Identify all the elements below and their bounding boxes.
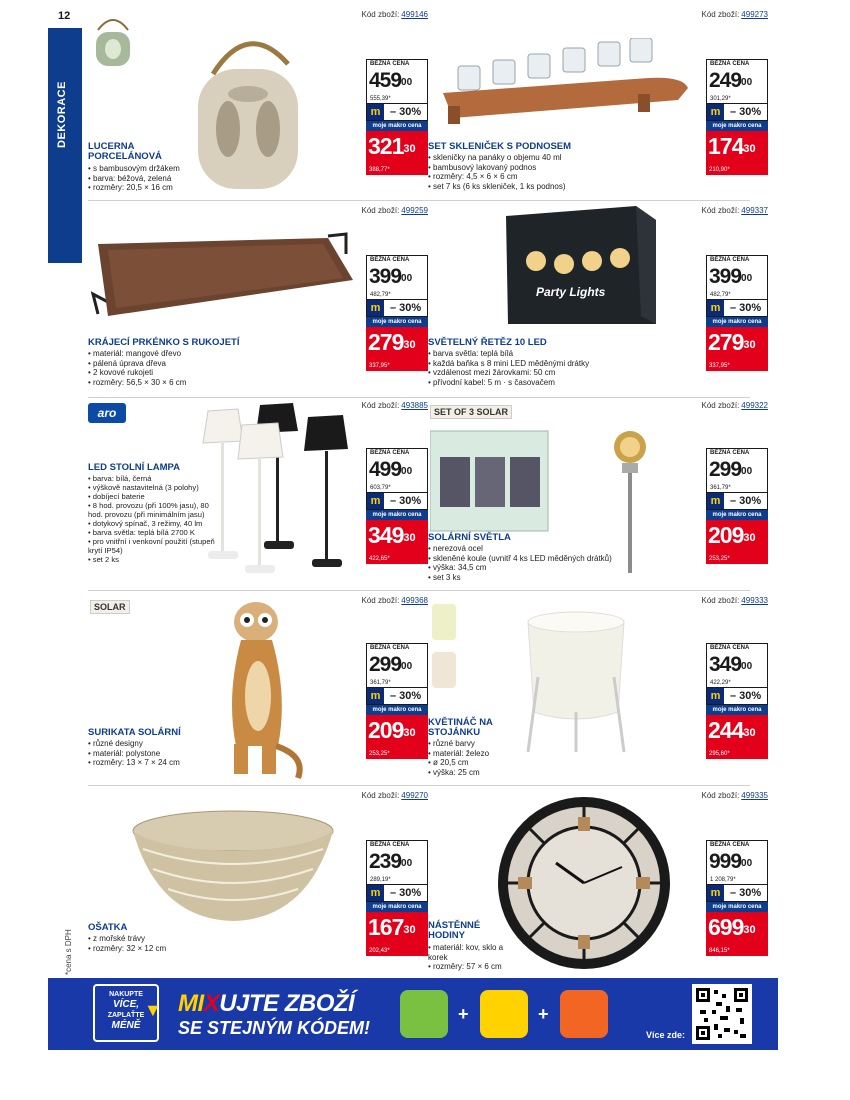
product-code: Kód zboží: 499368 (361, 596, 428, 605)
discount-percent: – 30% (725, 688, 767, 704)
makro-price-label: moje makro cena (706, 510, 768, 520)
bullet: • každá baňka s 8 mini LED měděnými drátky (428, 359, 638, 369)
makro-logo-icon: m (367, 493, 385, 509)
price-box (706, 643, 768, 759)
makro-price-label: moje makro cena (366, 902, 428, 912)
product-code: Kód zboží: 499333 (701, 596, 768, 605)
product-title: LED STOLNÍ LAMPA (88, 462, 181, 473)
product-bullets (428, 153, 628, 191)
product-card[interactable] (88, 10, 428, 200)
bullet: • výška: 25 cm (428, 768, 528, 778)
product-card[interactable] (428, 206, 768, 396)
bullet: • přívodní kabel: 5 m · s časovačem (428, 378, 638, 388)
product-bullets (428, 349, 638, 387)
discount-row (706, 103, 768, 121)
product-code: Kód zboží: 499337 (701, 206, 768, 215)
product-bullets (88, 739, 288, 768)
bullet: • výška: 34,5 cm (428, 563, 638, 573)
promo-price: $349^{30}$ 422,65* (366, 520, 428, 564)
product-bullets (88, 349, 288, 387)
bullet: • vzdálenost mezi žárovkami: 50 cm (428, 368, 638, 378)
bullet: • 2 kovové rukojeti (88, 368, 288, 378)
bullet: • set 3 ks (428, 573, 638, 583)
row-divider (88, 200, 750, 201)
regular-price-label: BĚŽNÁ CENA (706, 840, 768, 850)
product-code: Kód zboží: 493885 (361, 401, 428, 410)
discount-row (706, 492, 768, 510)
price-box (366, 840, 428, 956)
discount-row (706, 299, 768, 317)
product-image (128, 809, 338, 929)
product-card[interactable] (428, 401, 768, 591)
makro-logo-icon: m (367, 885, 385, 901)
regular-price: $459^{00}$ 555,39* (366, 69, 428, 103)
discount-percent: – 30% (385, 688, 427, 704)
banner-subheadline: SE STEJNÝM KÓDEM! (178, 1018, 371, 1038)
promo-price: $174^{30}$ 210,90* (706, 131, 768, 175)
regular-price-label: BĚŽNÁ CENA (366, 448, 428, 458)
discount-row (366, 687, 428, 705)
chevron-down-icon: ▼ (144, 1000, 162, 1020)
promo-price: $209^{30}$ 253,25* (706, 520, 768, 564)
box-text: Party Lights (536, 285, 606, 299)
product-card[interactable] (428, 791, 768, 981)
bullet: • nerezová ocel (428, 544, 638, 554)
discount-row (366, 299, 428, 317)
puzzle-piece-icon (560, 990, 608, 1038)
product-card[interactable] (88, 596, 428, 786)
buy-more-badge: NAKUPTE VÍCE, ZAPLAŤTE MÉNĚ (93, 984, 159, 1042)
price-box (366, 59, 428, 175)
regular-price: $399^{00}$ 482,79* (706, 265, 768, 299)
product-image (496, 206, 656, 324)
product-card[interactable] (88, 401, 428, 591)
product-bullets (428, 943, 518, 972)
regular-price: $299^{00}$ 361,79* (366, 653, 428, 687)
bullet: • barva: bílá, černá (88, 474, 223, 483)
bullet: • různé barvy (428, 739, 528, 749)
discount-percent: – 30% (725, 300, 767, 316)
regular-price-label: BĚŽNÁ CENA (366, 59, 428, 69)
product-title: SURIKATA SOLÁRNÍ (88, 727, 181, 738)
bullet: • rozměry: 4,5 × 6 × 6 cm (428, 172, 628, 182)
bullet: • z mořské trávy (88, 934, 288, 944)
product-image (438, 38, 688, 128)
vat-note: *cena s DPH (64, 929, 73, 975)
regular-price-label: BĚŽNÁ CENA (366, 840, 428, 850)
discount-percent: – 30% (385, 300, 427, 316)
product-code: Kód zboží: 499322 (701, 401, 768, 410)
product-code: Kód zboží: 499146 (361, 10, 428, 19)
bullet: • materiál: železo (428, 749, 528, 759)
price-box (366, 255, 428, 371)
promo-price: $167^{30}$ 202,43* (366, 912, 428, 956)
product-title: SOLÁRNÍ SVĚTLA (428, 532, 511, 543)
section-tab (48, 28, 82, 263)
product-bullets (428, 739, 528, 777)
price-box (366, 643, 428, 759)
bullet: • s bambusovým držákem (88, 164, 278, 174)
regular-price-label: BĚŽNÁ CENA (706, 643, 768, 653)
promo-price: $279^{30}$ 337,95* (366, 327, 428, 371)
price-box (366, 448, 428, 564)
product-bullets (88, 164, 278, 193)
puzzle-piece-icon (480, 990, 528, 1038)
product-title: KRÁJECÍ PRKÉNKO S RUKOJETÍ (88, 337, 240, 348)
product-card[interactable] (428, 10, 768, 200)
product-bullets (428, 544, 638, 582)
product-code: Kód zboží: 499270 (361, 791, 428, 800)
banner-headline: MIXUJTE ZBOŽÍ (178, 990, 355, 1017)
discount-row (706, 687, 768, 705)
aro-logo: aro (88, 403, 126, 423)
plus-icon: + (458, 1004, 469, 1024)
product-card[interactable] (88, 206, 428, 396)
set-solar-badge: SET OF 3 SOLAR (430, 405, 512, 419)
product-card[interactable] (88, 791, 428, 981)
regular-price: $299^{00}$ 361,79* (706, 458, 768, 492)
discount-row (366, 492, 428, 510)
puzzle-piece-icon (400, 990, 448, 1038)
makro-price-label: moje makro cena (366, 510, 428, 520)
bullet: • set 2 ks (88, 555, 223, 564)
regular-price: $499^{00}$ 603,79* (366, 458, 428, 492)
bullet: • rozměry: 20,5 × 16 cm (88, 183, 278, 193)
product-title: NÁSTĚNNÉ HODINY (428, 920, 481, 941)
regular-price: $249^{00}$ 301,29* (706, 69, 768, 103)
makro-logo-icon: m (367, 104, 385, 120)
qr-code-icon[interactable] (692, 984, 752, 1044)
bullet: • materiál: kov, sklo a korek (428, 943, 518, 962)
product-title: OŠATKA (88, 922, 128, 933)
discount-percent: – 30% (385, 104, 427, 120)
more-info-label: Více zde: (646, 1030, 686, 1040)
regular-price: $399^{00}$ 482,79* (366, 265, 428, 299)
page-number: 12 (58, 10, 71, 22)
bullet: • skleněné koule (uvnitř 4 ks LED měděných drátků) (428, 554, 638, 564)
section-label: DEKORACE (56, 81, 68, 148)
product-code: Kód zboží: 499273 (701, 10, 768, 19)
regular-price-label: BĚŽNÁ CENA (366, 643, 428, 653)
product-thumbnail (88, 10, 138, 70)
makro-price-label: moje makro cena (706, 121, 768, 131)
price-box (706, 255, 768, 371)
bullet: • skleničky na panáky o objemu 40 ml (428, 153, 628, 163)
bullet: • materiál: polystone (88, 749, 288, 759)
bullet: • rozměry: 57 × 6 cm (428, 962, 518, 972)
bullet: • barva: béžová, zelená (88, 174, 278, 184)
bullet: • rozměry: 32 × 12 cm (88, 944, 288, 954)
makro-logo-icon: m (367, 300, 385, 316)
makro-logo-icon: m (367, 688, 385, 704)
makro-price-label: moje makro cena (706, 317, 768, 327)
regular-price-label: BĚŽNÁ CENA (706, 255, 768, 265)
discount-row (706, 884, 768, 902)
promo-price: $244^{30}$ 295,60* (706, 715, 768, 759)
product-image (88, 224, 358, 324)
makro-logo-icon: m (707, 104, 725, 120)
bullet: • barva světla: teplá bílá 2700 K (88, 528, 223, 537)
promo-price: $321^{30}$ 388,77* (366, 131, 428, 175)
bullet: • materiál: mangové dřevo (88, 349, 288, 359)
makro-logo-icon: m (707, 688, 725, 704)
makro-price-label: moje makro cena (706, 705, 768, 715)
bullet: • dotykový spínač, 3 režimy, 40 lm (88, 519, 223, 528)
discount-row (366, 103, 428, 121)
regular-price: $239^{00}$ 289,19* (366, 850, 428, 884)
bullet: • pro vnitřní i venkovní použití (stupeň krytí IP54) (88, 537, 223, 555)
regular-price-label: BĚŽNÁ CENA (706, 59, 768, 69)
promo-banner[interactable] (48, 978, 778, 1050)
product-image (494, 793, 674, 973)
price-box (706, 448, 768, 564)
discount-percent: – 30% (385, 493, 427, 509)
product-bullets (88, 934, 288, 953)
regular-price: $349^{00}$ 422,29* (706, 653, 768, 687)
regular-price-label: BĚŽNÁ CENA (366, 255, 428, 265)
discount-percent: – 30% (725, 104, 767, 120)
bullet: • rozměry: 56,5 × 30 × 6 cm (88, 378, 288, 388)
discount-percent: – 30% (725, 885, 767, 901)
product-code: Kód zboží: 499335 (701, 791, 768, 800)
bullet: • různé designy (88, 739, 288, 749)
price-box (706, 59, 768, 175)
makro-price-label: moje makro cena (366, 121, 428, 131)
product-bullets (88, 474, 223, 564)
bullet: • rozměry: 13 × 7 × 24 cm (88, 758, 288, 768)
bullet: • barva světla: teplá bílá (428, 349, 638, 359)
solar-badge: SOLAR (90, 600, 130, 614)
product-title: LUCERNA PORCELÁNOVÁ (88, 141, 162, 162)
makro-price-label: moje makro cena (366, 317, 428, 327)
makro-logo-icon: m (707, 300, 725, 316)
plus-icon: + (538, 1004, 549, 1024)
product-code: Kód zboží: 499259 (361, 206, 428, 215)
makro-logo-icon: m (707, 885, 725, 901)
bullet: • ø 20,5 cm (428, 758, 528, 768)
row-divider (88, 397, 750, 398)
regular-price: $999^{00}$ 1 208,79* (706, 850, 768, 884)
promo-price: $699^{30}$ 846,15* (706, 912, 768, 956)
makro-logo-icon: m (707, 493, 725, 509)
discount-percent: – 30% (385, 885, 427, 901)
bullet: • dobíjecí baterie (88, 492, 223, 501)
discount-row (366, 884, 428, 902)
product-title: SVĚTELNÝ ŘETĚZ 10 LED (428, 337, 547, 348)
promo-price: $209^{30}$ 253,25* (366, 715, 428, 759)
bullet: • 8 hod. provozu (při 100% jasu), 80 hod. provozu (při minimálním jasu) (88, 501, 223, 519)
product-title: KVĚTINÁČ NA STOJÁNKU (428, 717, 493, 738)
price-box (706, 840, 768, 956)
bullet: • výškově nastavitelná (3 polohy) (88, 483, 223, 492)
bullet: • pálená úprava dřeva (88, 359, 288, 369)
product-card[interactable] (428, 596, 768, 786)
regular-price-label: BĚŽNÁ CENA (706, 448, 768, 458)
product-image (428, 602, 648, 762)
discount-percent: – 30% (725, 493, 767, 509)
makro-price-label: moje makro cena (706, 902, 768, 912)
promo-price: $279^{30}$ 337,95* (706, 327, 768, 371)
product-title: SET SKLENIČEK S PODNOSEM (428, 141, 572, 152)
bullet: • bambusový lakovaný podnos (428, 163, 628, 173)
bullet: • set 7 ks (6 ks skleniček, 1 ks podnos) (428, 182, 628, 192)
makro-price-label: moje makro cena (366, 705, 428, 715)
